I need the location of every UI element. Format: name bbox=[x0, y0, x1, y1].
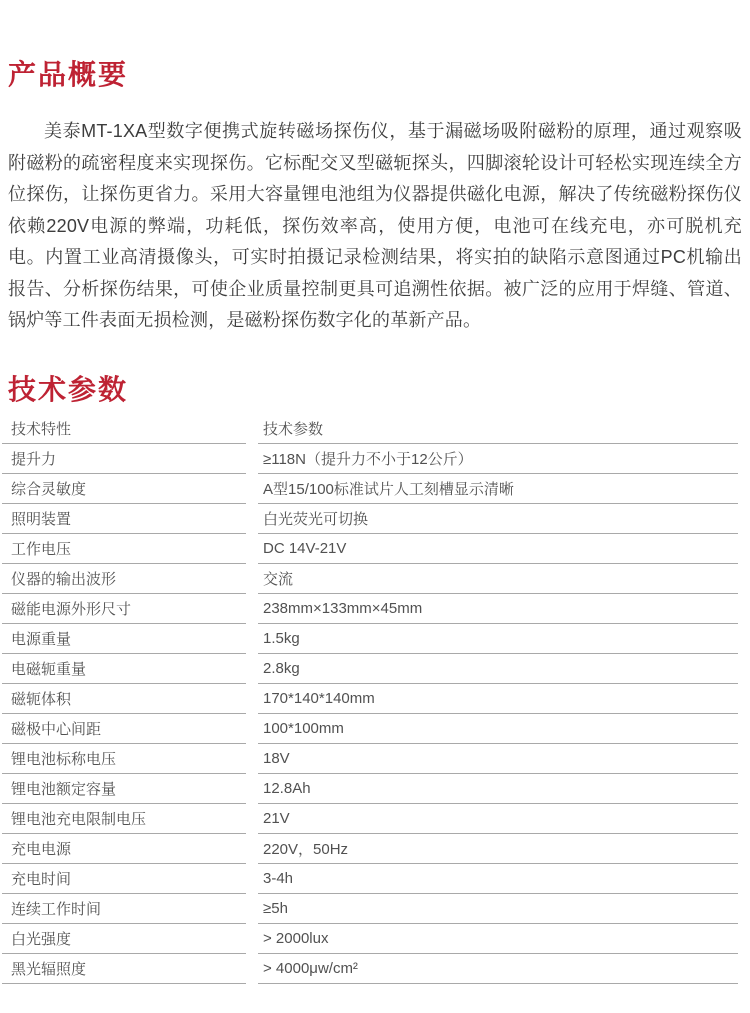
table-row bbox=[2, 954, 738, 984]
spec-label: 工作电压 bbox=[2, 534, 246, 564]
specs-header-row bbox=[2, 414, 738, 444]
table-row bbox=[2, 654, 738, 684]
spec-value: ≥118N（提升力不小于12公斤） bbox=[258, 444, 738, 474]
table-row bbox=[2, 594, 738, 624]
spec-label: 连续工作时间 bbox=[2, 894, 246, 924]
spec-value: A型15/100标准试片人工刻槽显示清晰 bbox=[258, 474, 738, 504]
spec-value: 18V bbox=[258, 744, 738, 774]
spec-value: DC 14V-21V bbox=[258, 534, 738, 564]
spec-label: 充电电源 bbox=[2, 834, 246, 864]
spec-value: > 2000lux bbox=[258, 924, 738, 954]
overview-heading: 产品概要 bbox=[8, 59, 129, 90]
spec-label: 白光强度 bbox=[2, 924, 246, 954]
spec-value: 170*140*140mm bbox=[258, 684, 738, 714]
spec-value: 238mm×133mm×45mm bbox=[258, 594, 738, 624]
spec-label: 照明装置 bbox=[2, 504, 246, 534]
table-row bbox=[2, 864, 738, 894]
spec-label: 综合灵敏度 bbox=[2, 474, 246, 504]
spec-label: 仪器的输出波形 bbox=[2, 564, 246, 594]
table-row bbox=[2, 774, 738, 804]
spec-label: 磁能电源外形尺寸 bbox=[2, 594, 246, 624]
table-row bbox=[2, 624, 738, 654]
spec-label: 提升力 bbox=[2, 444, 246, 474]
table-row bbox=[2, 444, 738, 474]
table-row bbox=[2, 714, 738, 744]
spec-label: 锂电池额定容量 bbox=[2, 774, 246, 804]
table-row bbox=[2, 924, 738, 954]
spec-label: 磁极中心间距 bbox=[2, 714, 246, 744]
spec-value: 21V bbox=[258, 804, 738, 834]
spec-label: 锂电池充电限制电压 bbox=[2, 804, 246, 834]
specs-table bbox=[2, 414, 738, 984]
spec-value: 白光荧光可切换 bbox=[258, 504, 738, 534]
spec-label: 充电时间 bbox=[2, 864, 246, 894]
table-row bbox=[2, 474, 738, 504]
spec-value: ≥5h bbox=[258, 894, 738, 924]
spec-value: 12.8Ah bbox=[258, 774, 738, 804]
spec-label: 电源重量 bbox=[2, 624, 246, 654]
table-row bbox=[2, 834, 738, 864]
column-header-feature: 技术特性 bbox=[2, 414, 246, 444]
table-row bbox=[2, 504, 738, 534]
column-header-parameter: 技术参数 bbox=[258, 414, 738, 444]
table-row bbox=[2, 534, 738, 564]
table-row bbox=[2, 684, 738, 714]
spec-value: 交流 bbox=[258, 564, 738, 594]
spec-value: 220V，50Hz bbox=[258, 834, 738, 864]
spec-label: 锂电池标称电压 bbox=[2, 744, 246, 774]
table-row bbox=[2, 744, 738, 774]
spec-value: 1.5kg bbox=[258, 624, 738, 654]
spec-label: 电磁轭重量 bbox=[2, 654, 246, 684]
table-row bbox=[2, 564, 738, 594]
table-row bbox=[2, 804, 738, 834]
specs-heading: 技术参数 bbox=[8, 373, 129, 405]
spec-value: 100*100mm bbox=[258, 714, 738, 744]
table-row bbox=[2, 894, 738, 924]
spec-label: 磁轭体积 bbox=[2, 684, 246, 714]
spec-value: > 4000μw/cm² bbox=[258, 954, 738, 984]
spec-value: 3-4h bbox=[258, 864, 738, 894]
spec-label: 黑光辐照度 bbox=[2, 954, 246, 984]
spec-value: 2.8kg bbox=[258, 654, 738, 684]
overview-paragraph: 美泰MT-1XA型数字便携式旋转磁场探伤仪，基于漏磁场吸附磁粉的原理，通过观察吸附磁粉的疏密程度来实现探伤。它标配交叉型磁轭探头，四脚滚轮设计可轻松实现连续全方位探伤，让探伤更省力。采用大容量锂电池组为仪器提供磁化电源，解决了传统磁粉探伤仪依赖220V电源的弊端，功耗低，探伤效率高，使用方便，电池可在线充电，亦可脱机充电。内置工业高清摄像头，可实时拍摄记录检测结果，将实拍的缺陷示意图通过PC机输出报告、分析探伤结果，可使企业质量控制更具可追溯性依据。被广泛的应用于焊缝、管道、锅炉等工件表面无损检测，是磁粉探伤数字化的革新产品。 bbox=[8, 121, 742, 330]
